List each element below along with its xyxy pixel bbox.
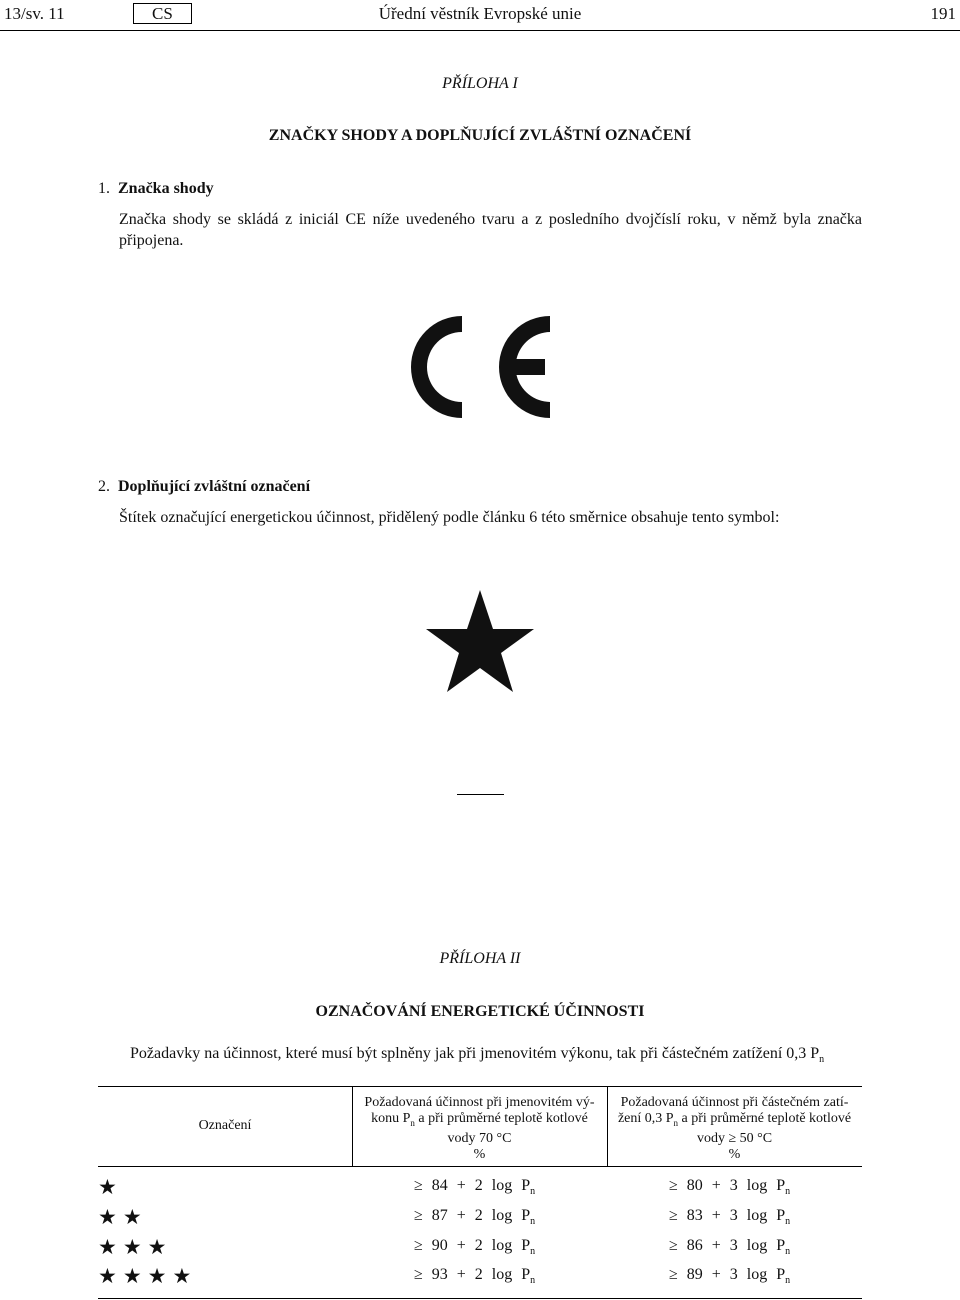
header-text: konu P: [371, 1111, 411, 1126]
header-line: vody ≥ 50 °C: [696, 1131, 773, 1146]
table-header-partial-load: [607, 1095, 862, 1163]
cell-sub: n: [530, 1246, 536, 1257]
cell-sub: n: [530, 1216, 536, 1227]
ce-mark-e: [499, 316, 550, 418]
energy-star-symbol: [424, 588, 536, 694]
header-journal-title: Úřední věstník Evropské unie: [378, 4, 582, 23]
cell-text: ≥ 80 + 3 log P: [669, 1177, 786, 1194]
header-line: Požadovaná účinnost při částečném zatí-: [620, 1095, 849, 1110]
partial-efficiency-cell: [669, 1265, 790, 1291]
ce-mark-logo: [407, 314, 553, 420]
partial-efficiency-cell: [669, 1206, 790, 1232]
annex-separator: [457, 794, 504, 795]
rated-efficiency-cell: [414, 1265, 535, 1291]
section1-number: 1.: [98, 180, 110, 197]
table-bottom-rule: [98, 1298, 862, 1299]
cell-text: ≥ 83 + 3 log P: [669, 1207, 786, 1224]
cell-sub: n: [530, 1186, 536, 1197]
header-line: [607, 1111, 862, 1131]
annex2-intro-text: Požadavky na účinnost, které musí být splněny jak při jmenovitém výkonu, tak při částečném zatížení 0,3 P: [130, 1045, 820, 1062]
lang-code: CS: [133, 3, 192, 24]
cell-sub: n: [785, 1186, 791, 1197]
annex2-label: PŘÍLOHA II: [439, 950, 521, 967]
header-section-ref: 13/sv. 11: [4, 4, 65, 23]
header-line: vody 70 °C: [447, 1131, 512, 1146]
header-page-number: 191: [930, 4, 956, 23]
table-header-designation: Označení: [198, 1118, 252, 1133]
rated-efficiency-cell: [414, 1176, 535, 1202]
header-text: a při průměrné teplotě kotlové: [678, 1111, 852, 1126]
header-line: %: [473, 1147, 486, 1162]
section1-text: Značka shody se skládá z iniciál CE níže uvedeného tvaru a z posledního dvojčíslí roku, v němž byla značka připojena.: [119, 211, 862, 249]
cell-text: ≥ 90 + 2 log P: [414, 1237, 531, 1254]
section1-title: Značka shody: [118, 180, 214, 197]
header-sub: n: [673, 1118, 679, 1128]
annex2-title: OZNAČOVÁNÍ ENERGETICKÉ ÚČINNOSTI: [315, 1003, 645, 1020]
cell-sub: n: [785, 1246, 791, 1257]
section2-text: Štítek označující energetickou účinnost, přidělený podle článku 6 této směrnice obsahuje tento symbol:: [119, 509, 780, 526]
rated-efficiency-cell: [414, 1206, 535, 1232]
cell-text: ≥ 89 + 3 log P: [669, 1266, 786, 1283]
header-sub: n: [410, 1118, 415, 1128]
star-rating: ★: [98, 1175, 123, 1199]
cell-sub: n: [785, 1275, 791, 1286]
section2-heading: [98, 476, 310, 497]
table-header-rated-output: [352, 1095, 607, 1163]
header-line: Požadovaná účinnost při jmenovitém vý-: [364, 1095, 595, 1110]
cell-text: ≥ 87 + 2 log P: [414, 1207, 531, 1224]
cell-sub: n: [785, 1216, 791, 1227]
rated-efficiency-cell: [414, 1236, 535, 1262]
partial-efficiency-cell: [669, 1176, 790, 1202]
star-rating: ★★: [98, 1205, 148, 1229]
header-text: a při průměrné teplotě kotlové: [414, 1111, 588, 1126]
table-header-rule: [98, 1166, 862, 1167]
annex1-label: PŘÍLOHA I: [442, 75, 518, 92]
header-text: žení 0,3 P: [617, 1111, 674, 1126]
cell-text: ≥ 86 + 3 log P: [669, 1237, 786, 1254]
annex2-intro-sub: n: [819, 1054, 825, 1065]
star-rating: ★★★★: [98, 1264, 198, 1288]
star-rating: ★★★: [98, 1235, 173, 1259]
section2-title: Doplňující zvláštní označení: [118, 478, 311, 495]
section1-heading: [98, 178, 214, 199]
partial-efficiency-cell: [669, 1236, 790, 1262]
section2-number: 2.: [98, 478, 110, 495]
annex1-title: ZNAČKY SHODY A DOPLŇUJÍCÍ ZVLÁŠTNÍ OZNAČENÍ: [268, 127, 692, 144]
cell-text: ≥ 93 + 2 log P: [414, 1266, 531, 1283]
cell-sub: n: [530, 1275, 536, 1286]
cell-text: ≥ 84 + 2 log P: [414, 1177, 531, 1194]
annex2-intro: [130, 1043, 824, 1070]
table-top-rule: [98, 1086, 862, 1087]
header-rule: [0, 30, 960, 31]
header-line: [352, 1111, 607, 1131]
ce-mark-c: [411, 316, 462, 418]
header-line: %: [728, 1147, 741, 1162]
